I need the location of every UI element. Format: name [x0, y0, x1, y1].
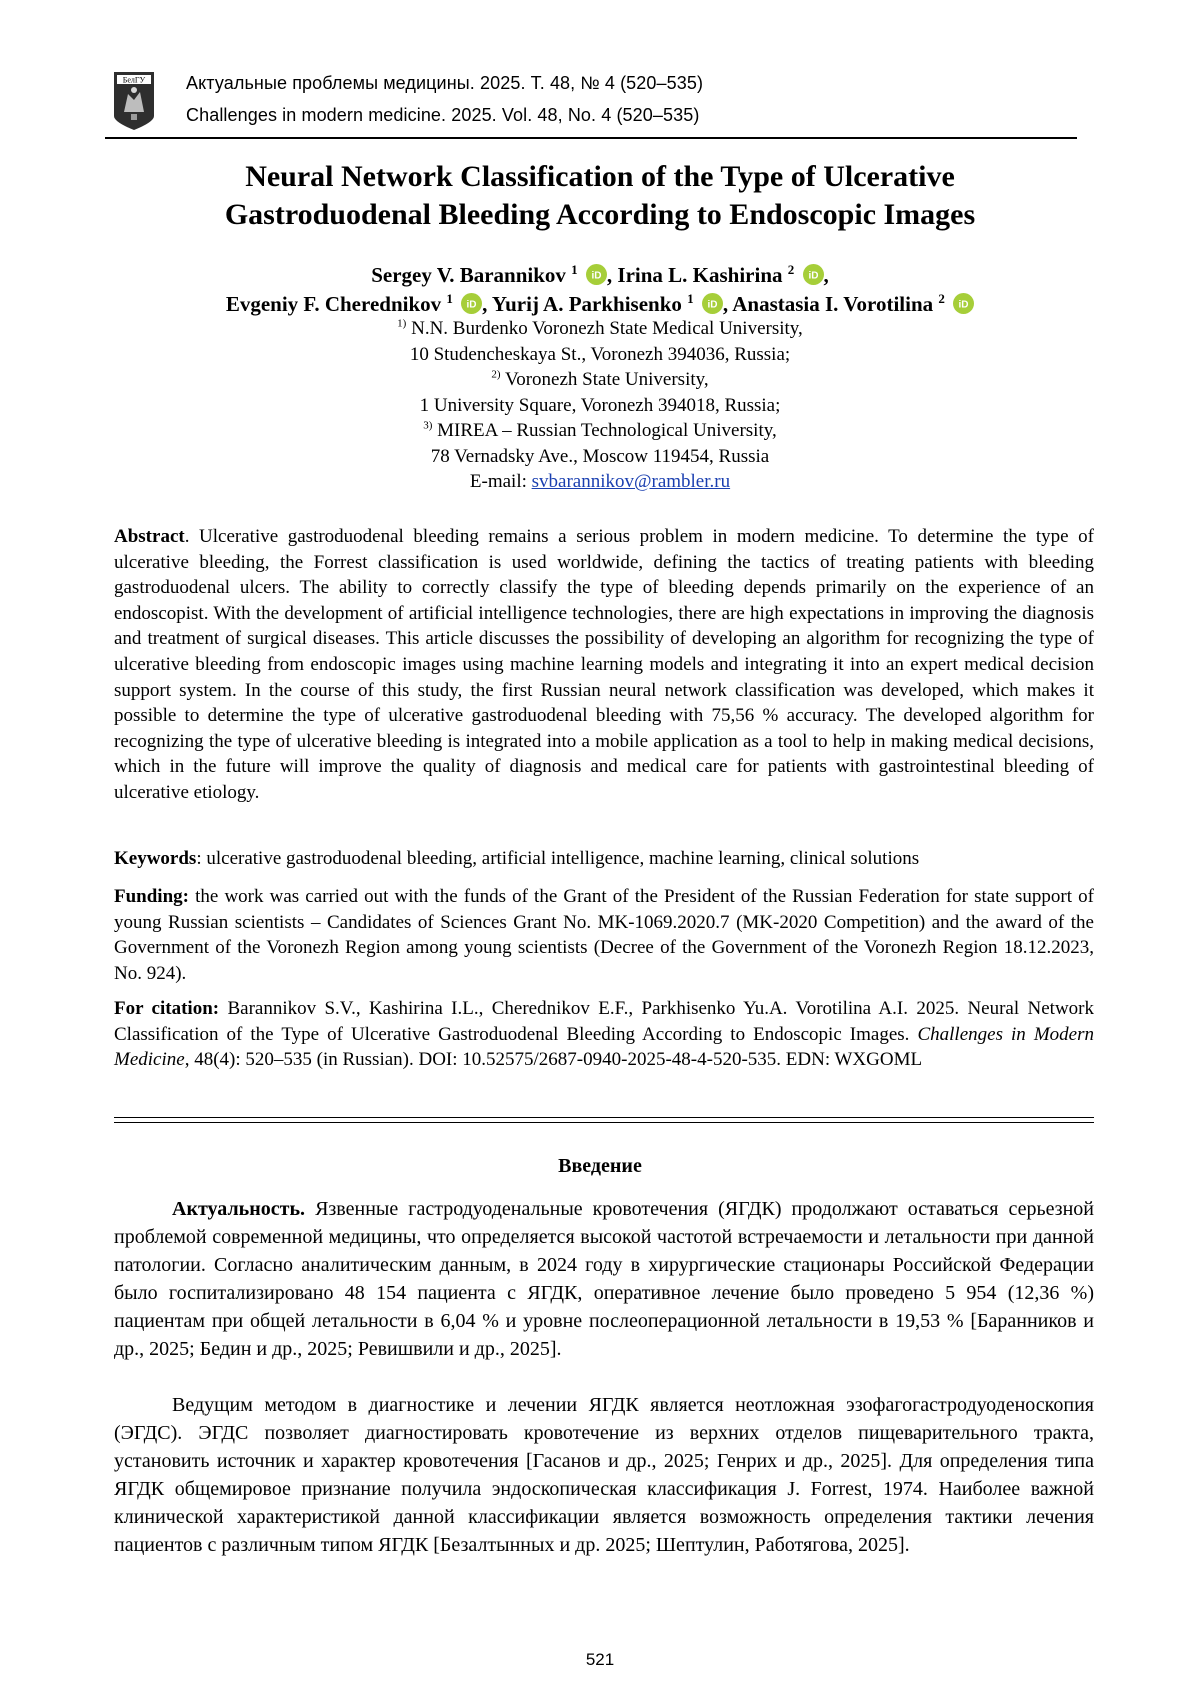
orcid-icon[interactable]: [803, 264, 824, 285]
journal-citation-ru: Актуальные проблемы медицины. 2025. Т. 48, № 4 (520–535): [186, 73, 704, 93]
author-name: Evgeniy F. Cherednikov: [225, 292, 442, 316]
svg-text:iD: iD: [707, 299, 718, 311]
orcid-icon[interactable]: [953, 293, 974, 314]
svg-text:iD: iD: [808, 270, 819, 282]
orcid-icon[interactable]: [702, 293, 723, 314]
svg-text:iD: iD: [958, 299, 969, 311]
affiliation-3-name: [100, 420, 1100, 442]
affiliation-text: N.N. Burdenko Voronezh State Medical University,: [411, 318, 803, 339]
article-title: [100, 158, 1100, 234]
affiliation-sup: 2): [491, 368, 501, 381]
svg-text:iD: iD: [591, 270, 602, 282]
author-affiliation-sup: 1: [687, 291, 694, 306]
orcid-icon[interactable]: [586, 264, 607, 285]
abstract-label: Abstract: [114, 526, 185, 547]
logo-label: БелГУ: [122, 75, 146, 85]
affiliation-1-address: 10 Studencheskaya St., Voronezh 394036, Russia;: [409, 344, 791, 365]
author-separator: ,: [823, 263, 829, 287]
section-heading: Введение: [558, 1155, 642, 1177]
email-label: E-mail:: [469, 471, 532, 492]
section-divider-bottom: [114, 1122, 1094, 1123]
affiliation-sup: 1): [397, 317, 407, 330]
intro-p1-label: Актуальность.: [172, 1198, 306, 1220]
citation-label: For citation:: [114, 998, 220, 1019]
author-separator: ,: [482, 292, 488, 316]
keywords: [114, 846, 1094, 872]
intro-paragraph-2: Ведущим методом в диагностике и лечении ЯГДК является неотложная эзофагогастродуоденоскопия (ЭГДС). ЭГДС позволяет диагностировать кровотечение из верхних отделов пищеварительного тракта, установить источник и характер кровотечения [Гасанов и др., 2025; Генрих и др., 2025]. Для определения типа ЯГДК общемировое признание получила эндоскопическая классификация J. Forrest, 1974. Наиболее важной клинической характеристикой данной классификации является возможность определения тактики лечения пациентов с различным типом ЯГДК [Безалтынных и др. 2025; Шептулин, Работягова, 2025].: [114, 1394, 1094, 1556]
funding-text: the work was carried out with the funds of the Grant of the President of the Russian Federation for state support of young Russian scientists – Candidates of Sciences Grant No. MK-1069.2020.7 (MK-2020 Competition) and the award of the Government of the Voronezh Region among young scientists (Decree of the Government of the Voronezh Region 18.12.2023, No. 924).: [114, 886, 1094, 984]
funding: [114, 884, 1094, 986]
intro-p1-text: Язвенные гастродуоденальные кровотечения (ЯГДК) продолжают оставаться серьезной проблемой современной медицины, что определяется высокой частотой встречаемости и летальности при данной патологии. Согласно аналитическим данным, в 2024 году в хирургические стационары Российской Федерации было госпитализировано 48 154 пациента с ЯГДК, оперативное лечение было проведено 5 954 (12,36 %) пациентам при общей летальности в 6,04 % и уровне послеоперационной летальности в 19,53 % [Баранников и др., 2025; Бедин и др., 2025; Ревишвили и др., 2025].: [114, 1198, 1094, 1360]
author-name: Anastasia I. Vorotilina: [732, 292, 934, 316]
funding-label: Funding:: [114, 886, 189, 907]
authors-line-1: [100, 263, 1100, 288]
email-link[interactable]: svbarannikov@rambler.ru: [531, 471, 731, 492]
affiliation-text: Voronezh State University,: [504, 369, 709, 390]
citation-text: Barannikov S.V., Kashirina I.L., Cherednikov E.F., Parkhisenko Yu.A. Vorotilina A.I. 2025. Neural Network Classification of the Type of Ulcerative Gastroduodenal Bleeding According to Endoscopic Images.: [114, 998, 1094, 1045]
affiliation-text: MIREA – Russian Technological University,: [437, 420, 777, 441]
citation: [114, 996, 1094, 1073]
author-affiliation-sup: 1: [571, 262, 578, 277]
orcid-icon[interactable]: [461, 293, 482, 314]
author-separator: ,: [606, 263, 613, 287]
journal-citation-en: Challenges in modern medicine. 2025. Vol. 48, No. 4 (520–535): [186, 105, 700, 125]
svg-text:iD: iD: [466, 299, 477, 311]
keywords-text: : ulcerative gastroduodenal bleeding, artificial intelligence, machine learning, clinical solutions: [196, 848, 920, 869]
author-separator: ,: [722, 292, 729, 316]
abstract-text: . Ulcerative gastroduodenal bleeding remains a serious problem in modern medicine. To determine the type of ulcerative bleeding, the Forrest classification is used worldwide, defining the tactics of treating patients with bleeding gastroduodenal ulcers. The ability to correctly classify the type of bleeding depends primarily on the experience of an endoscopist. With the development of artificial intelligence technologies, there are high expectations in improving the diagnosis and treatment of surgical diseases. This article discusses the possibility of developing an algorithm for recognizing the type of ulcerative bleeding from endoscopic images using machine learning models and integrating it into an expert medical decision support system. In the course of this study, the first Russian neural network classification was developed, which makes it possible to determine the type of ulcerative gastroduodenal bleeding with 75,56 % accuracy. The developed algorithm for recognizing the type of ulcerative bleeding is integrated into a mobile application as a tool to help in making medical decisions, which in the future will improve the quality of diagnosis and medical care for patients with gastrointestinal bleeding of ulcerative etiology.: [114, 526, 1094, 803]
section-divider-top: [114, 1117, 1094, 1118]
author-affiliation-sup: 2: [938, 291, 945, 306]
author-name: Yurij A. Parkhisenko: [491, 292, 682, 316]
title-line-2: Gastroduodenal Bleeding According to Endoscopic Images: [224, 198, 976, 231]
author-affiliation-sup: 2: [787, 262, 795, 277]
author-name: Sergey V. Barannikov: [371, 263, 566, 287]
university-logo-icon: [114, 72, 154, 130]
title-line-1: Neural Network Classification of the Type of Ulcerative: [245, 160, 955, 193]
citation-text-end: , 48(4): 520–535 (in Russian). DOI: 10.52575/2687-0940-2025-48-4-520-535. EDN: WXGOML: [184, 1049, 923, 1071]
author-affiliation-sup: 1: [446, 291, 453, 306]
author-name: Irina L. Kashirina: [617, 263, 783, 287]
affiliation-2-address: 1 University Square, Voronezh 394018, Russia;: [419, 395, 781, 416]
page-number: 521: [585, 1650, 615, 1669]
affiliation-1-name: [100, 318, 1100, 340]
affiliation-2-name: [100, 369, 1100, 391]
citation-journal: Challenges in Modern Medicine: [114, 1023, 1094, 1071]
affiliation-3-address: 78 Vernadsky Ave., Moscow 119454, Russia: [430, 446, 770, 467]
header-divider: [105, 137, 1077, 139]
authors-line-2: [100, 292, 1100, 317]
contact-email: [100, 471, 1100, 493]
affiliation-sup: 3): [423, 419, 433, 432]
keywords-label: Keywords: [114, 848, 197, 869]
journal-header: [108, 68, 1076, 138]
intro-paragraph-1: [114, 1195, 1094, 1363]
abstract: [114, 524, 1094, 806]
